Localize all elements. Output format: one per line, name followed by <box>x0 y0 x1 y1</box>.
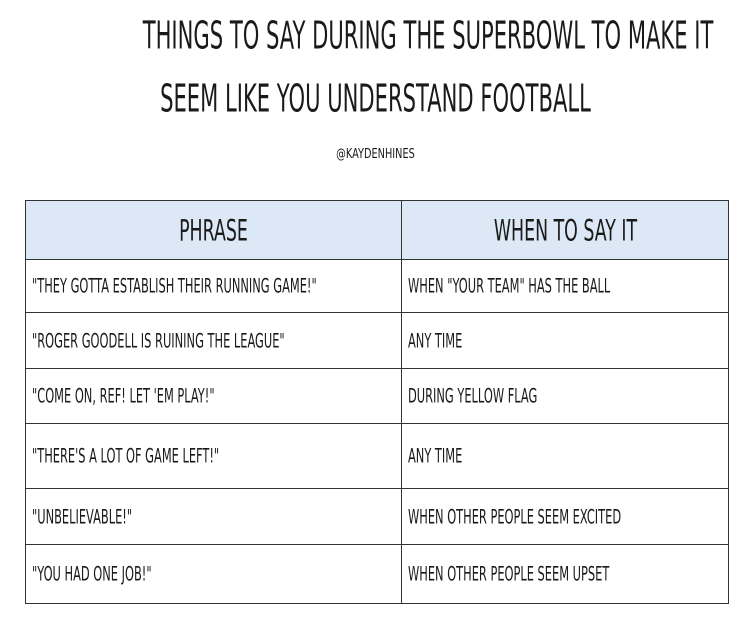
phrase-cell <box>26 545 402 604</box>
phrases-table <box>25 200 729 604</box>
page-title-line-2: SEEM LIKE YOU UNDERSTAND FOOTBALL <box>160 76 591 122</box>
when-cell <box>402 369 729 424</box>
table-row <box>26 313 729 369</box>
table-row <box>26 545 729 604</box>
phrase-text: "COME ON, REF! LET 'EM PLAY!" <box>32 384 215 408</box>
when-text: WHEN OTHER PEOPLE SEEM UPSET <box>408 562 610 586</box>
when-text: ANY TIME <box>408 328 463 353</box>
phrase-cell <box>26 313 402 369</box>
when-cell <box>402 313 729 369</box>
column-header-phrase <box>26 201 402 260</box>
when-text: WHEN OTHER PEOPLE SEEM EXCITED <box>408 504 622 529</box>
table-header-row <box>26 201 729 260</box>
column-header-when-label: WHEN TO SAY IT <box>493 212 637 248</box>
phrase-text: "UNBELIEVABLE!" <box>32 504 133 529</box>
when-cell <box>402 424 729 489</box>
table-row <box>26 424 729 489</box>
phrase-text: "THERE'S A LOT OF GAME LEFT!" <box>32 444 220 468</box>
when-cell <box>402 260 729 313</box>
author-handle: @KAYDENHINES <box>336 147 415 162</box>
when-text: WHEN "YOUR TEAM" HAS THE BALL <box>408 274 611 298</box>
phrase-text: "THEY GOTTA ESTABLISH THEIR RUNNING GAME!" <box>32 274 317 298</box>
phrase-cell <box>26 369 402 424</box>
when-cell <box>402 545 729 604</box>
when-text: DURING YELLOW FLAG <box>408 384 538 408</box>
phrase-text: "YOU HAD ONE JOB!" <box>32 562 152 586</box>
table-row <box>26 260 729 313</box>
column-header-when <box>402 201 729 260</box>
phrase-cell <box>26 424 402 489</box>
page-title-line-1: THINGS TO SAY DURING THE SUPERBOWL TO MAKE IT <box>142 13 714 59</box>
phrase-cell <box>26 489 402 545</box>
table-row <box>26 369 729 424</box>
when-cell <box>402 489 729 545</box>
when-text: ANY TIME <box>408 444 463 468</box>
phrase-text: "ROGER GOODELL IS RUINING THE LEAGUE" <box>32 328 285 353</box>
phrase-cell <box>26 260 402 313</box>
table-row <box>26 489 729 545</box>
column-header-phrase-label: PHRASE <box>179 212 248 248</box>
